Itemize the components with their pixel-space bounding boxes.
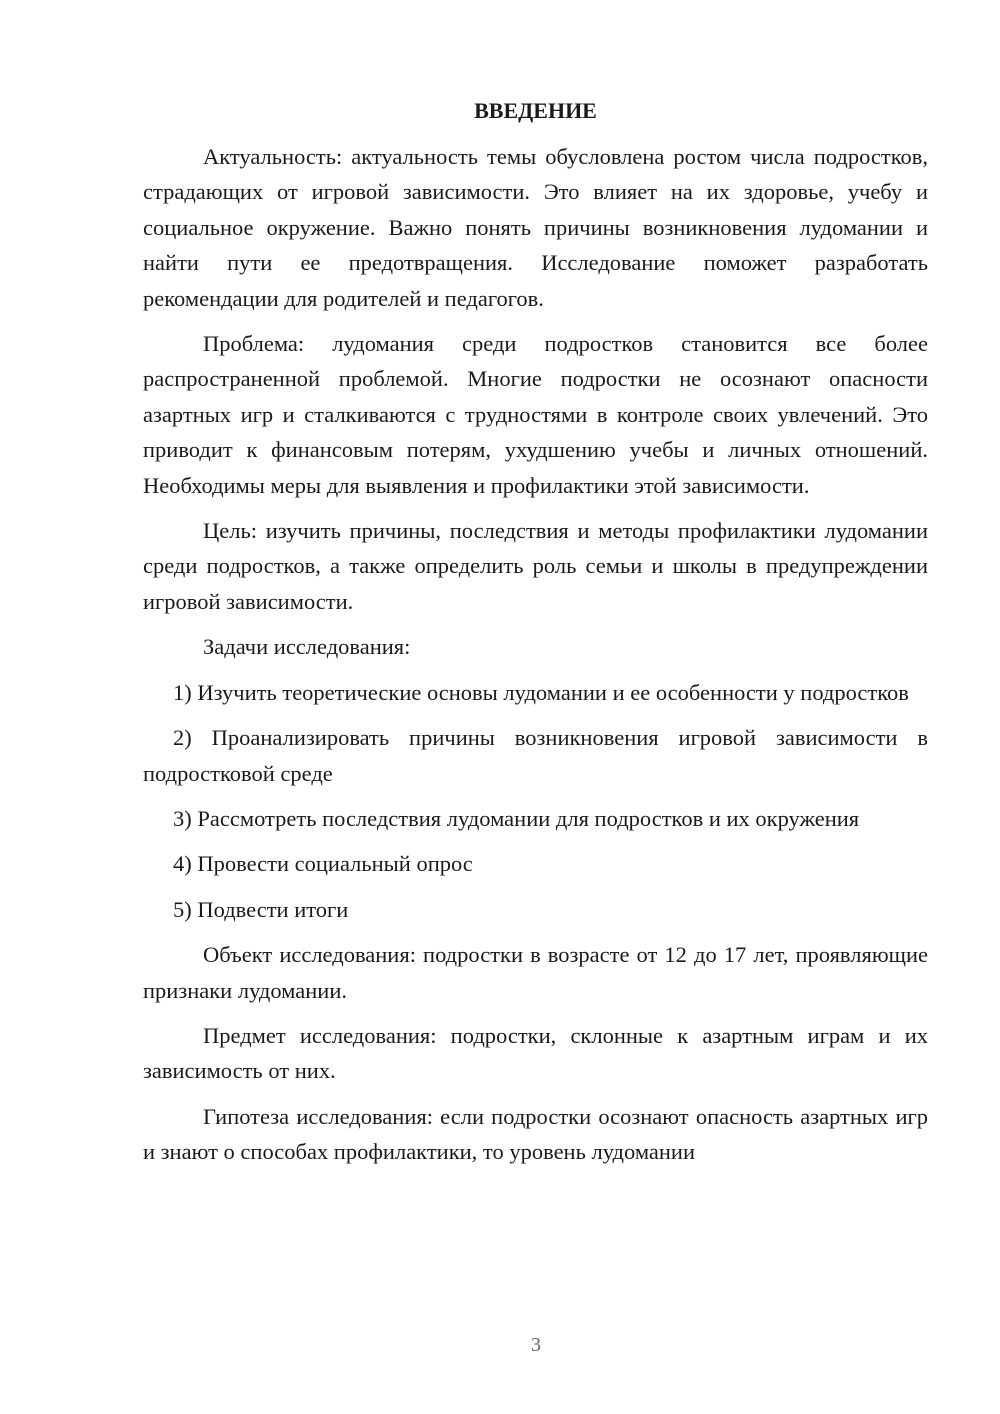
paragraph-relevance: Актуальность: актуальность темы обусловлена ростом числа подростков, страдающих от игровой зависимости. Это влияет на их здоровье, учебу и социальное окружение. Важно понять причины возникновения лудомании и найти пути ее предотвращения. Исследование поможет разработать рекомендации для родителей и педагогов. [143, 144, 928, 311]
page-content [143, 96, 928, 1180]
task-item-2: 2) Проанализировать причины возникновения игровой зависимости в подростковой среде [143, 725, 928, 786]
paragraph-subject: Предмет исследования: подростки, склонные к азартным играм и их зависимость от них. [143, 1022, 928, 1084]
paragraph-object: Объект исследования: подростки в возрасте от 12 до 17 лет, проявляющие признаки лудомании. [143, 942, 928, 1003]
task-item-4: 4) Провести социальный опрос [173, 851, 473, 877]
paragraph-hypothesis: Гипотеза исследования: если подростки осознают опасность азартных игр и знают о способах профилактики, то уровень лудомании [143, 1103, 928, 1165]
task-item-3: 3) Рассмотреть последствия лудомании для подростков и их окружения [173, 805, 860, 831]
paragraph-tasks-heading: Задачи исследования: [203, 634, 411, 660]
paragraph-goal: Цель: изучить причины, последствия и методы профилактики лудомании среди подростков, а также определить роль семьи и школы в предупреждении игровой зависимости. [143, 518, 928, 614]
paragraph-problem: Проблема: лудомания среди подростков становится все более распространенной проблемой. Многие подростки не осознают опасности азартных игр и сталкиваются с трудностями в контроле своих увлечений. Это приводит к финансовым потерям, ухудшению учебы и личных отношений. Необходимы меры для выявления и профилактики этой зависимости. [143, 331, 928, 498]
task-item-1: 1) Изучить теоретические основы лудомании и ее особенности у подростков [173, 679, 909, 705]
section-title: ВВЕДЕНИЕ [474, 98, 597, 123]
page-number: 3 [531, 1334, 541, 1356]
task-item-5: 5) Подвести итоги [173, 896, 349, 922]
